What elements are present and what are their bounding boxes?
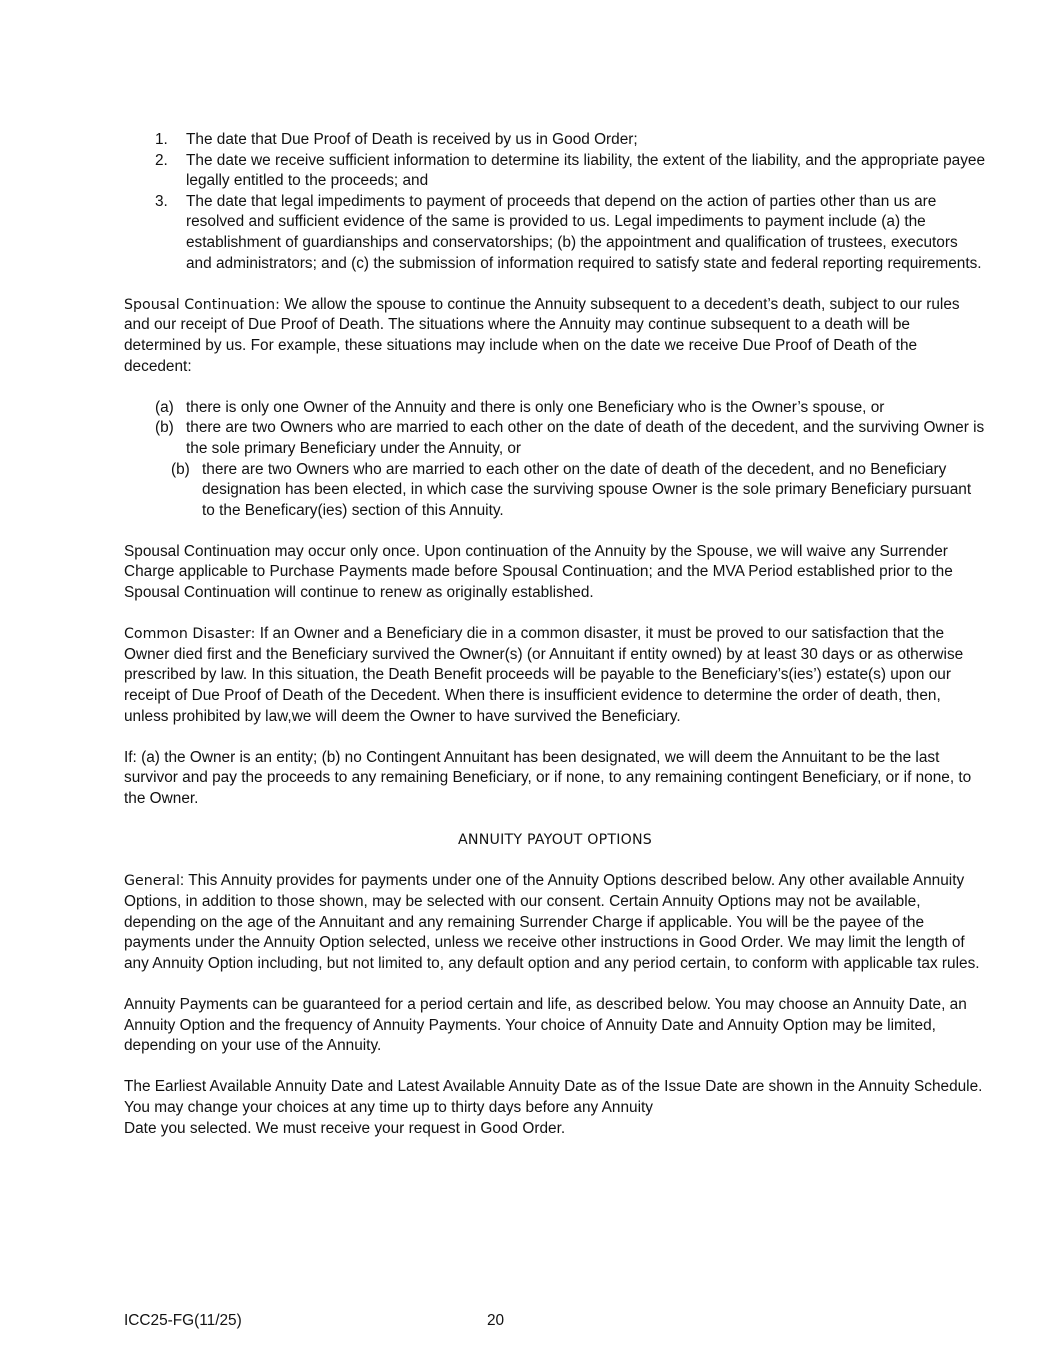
spousal-situations-list bbox=[124, 398, 986, 522]
list-item bbox=[124, 460, 986, 522]
list-marker: 1. bbox=[155, 131, 168, 148]
list-item-text: The date that Due Proof of Death is received by us in Good Order; bbox=[186, 131, 638, 148]
footer-form-code: ICC25-FG(11/25) bbox=[124, 1312, 242, 1329]
common-disaster-heading: Common Disaster: bbox=[124, 626, 256, 643]
list-item bbox=[124, 151, 986, 192]
list-marker: 3. bbox=[155, 192, 168, 210]
general-paragraph bbox=[124, 871, 986, 974]
annuity-dates-paragraph bbox=[124, 1077, 986, 1139]
spousal-continuation-text: We allow the spouse to continue the Annuity subsequent to a decedent’s death, subject to our rules and our receipt of Due Proof of Death. The situations where the Annuity may continue subsequent to a death will be determined by us. For example, these situations may include when on the date we receive Due Proof of Death of the decedent: bbox=[124, 295, 960, 375]
list-item bbox=[124, 192, 986, 274]
spousal-continuation-once-paragraph: Spousal Continuation may occur only once. Upon continuation of the Annuity by the Spouse, we will waive any Surrender Charge applicable to Purchase Payments made before Spousal Continuation; and the MVA Period established prior to the Spousal Continuation will continue to renew as originally established. bbox=[124, 542, 953, 602]
general-heading: General bbox=[124, 873, 180, 890]
spousal-continuation-paragraph bbox=[124, 295, 986, 377]
list-item bbox=[124, 418, 986, 459]
list-marker: 2. bbox=[155, 151, 168, 169]
spousal-continuation-heading: Spousal Continuation: bbox=[124, 296, 280, 313]
list-marker: (b) bbox=[155, 419, 174, 437]
entity-owner-paragraph: If: (a) the Owner is an entity; (b) no Contingent Annuitant has been designated, we will deem the Annuitant to be the last survivor and pay the proceeds to any remaining Beneficiary, or if none, to any remaining contingent Beneficiary, or if none, to the Owner. bbox=[124, 748, 972, 807]
general-text: : This Annuity provides for payments under one of the Annuity Options described below. Any other available Annuity Options, in addition to those shown, may be selected with our consent. Certain Annuity Options may not be available, depending on the age of the Annuitant and any remaining Surrender Charge if applicable. You will be the payee of the payments under the Annuity Option selected, unless we receive other instructions in Good Order. We may limit the length of any Annuity Option including, but not limited to, any default option and any period certain, to conform with applicable tax rules. bbox=[124, 872, 980, 972]
list-item bbox=[124, 398, 986, 419]
list-marker: (a) bbox=[155, 398, 174, 416]
annuity-dates-line-1: The Earliest Available Annuity Date and Latest Available Annuity Date as of the Issue Date are shown in the Annuity Schedule. You may change your choices at any time up to thirty days before any Annuity bbox=[124, 1078, 983, 1116]
list-item-text: there are two Owners who are married to each other on the date of death of the decedent, and no Beneficiary designation has been elected, in which case the surviving spouse Owner is the sole primary Beneficiary pursuant to the Beneficary(ies) section of this Annuity. bbox=[202, 460, 972, 519]
annuity-guarantee-paragraph: Annuity Payments can be guaranteed for a period certain and life, as described below. You may choose an Annuity Date, an Annuity Option and the frequency of Annuity Payments. Your choice of Annuity Date and Annuity Option may be limited, depending on your use of the Annuity. bbox=[124, 995, 967, 1055]
common-disaster-text: If an Owner and a Beneficiary die in a common disaster, it must be proved to our satisfaction that the Owner died first and the Beneficiary survived the Owner(s) (or Annuitant if entity owned) by at least 30 days or as otherwise prescribed by law. In this situation, the Death Benefit proceeds will be payable to the Beneficiary’s(ies’) estate(s) upon our receipt of Due Proof of Death of the Decedent. When there is insufficient evidence to determine the order of death, then, unless prohibited by law,we will deem the Owner to have survived the Beneficiary. bbox=[124, 625, 964, 725]
list-item-text: there is only one Owner of the Annuity and there is only one Beneficiary who is the Owner’s spouse, or bbox=[186, 398, 885, 416]
document-body bbox=[124, 130, 986, 1139]
common-disaster-paragraph bbox=[124, 624, 986, 727]
list-marker: (b) bbox=[171, 460, 190, 478]
annuity-dates-line-2: Date you selected. We must receive your request in Good Order. bbox=[124, 1119, 566, 1137]
section-title: ANNUITY PAYOUT OPTIONS bbox=[458, 832, 652, 849]
list-item-text: there are two Owners who are married to each other on the date of death of the decedent, and the surviving Owner is the sole primary Beneficiary under the Annuity, or bbox=[186, 419, 985, 457]
list-item bbox=[124, 130, 986, 151]
payment-date-conditions-list bbox=[124, 130, 986, 274]
list-item-text: The date we receive sufficient information to determine its liability, the extent of the liability, and the appropriate payee legally entitled to the proceeds; and bbox=[186, 151, 986, 190]
list-item-text: The date that legal impediments to payment of proceeds that depend on the action of parties other than us are resolved and sufficient evidence of the same is provided to us. Legal impediments to payment include (a) the establishment of guardianships and conservatorships; (b) the appointment and qualification of trustees, executors and administrators; and (c) the submission of information required to satisfy state and federal reporting requirements. bbox=[186, 192, 982, 272]
footer-page-number: 20 bbox=[487, 1312, 505, 1329]
